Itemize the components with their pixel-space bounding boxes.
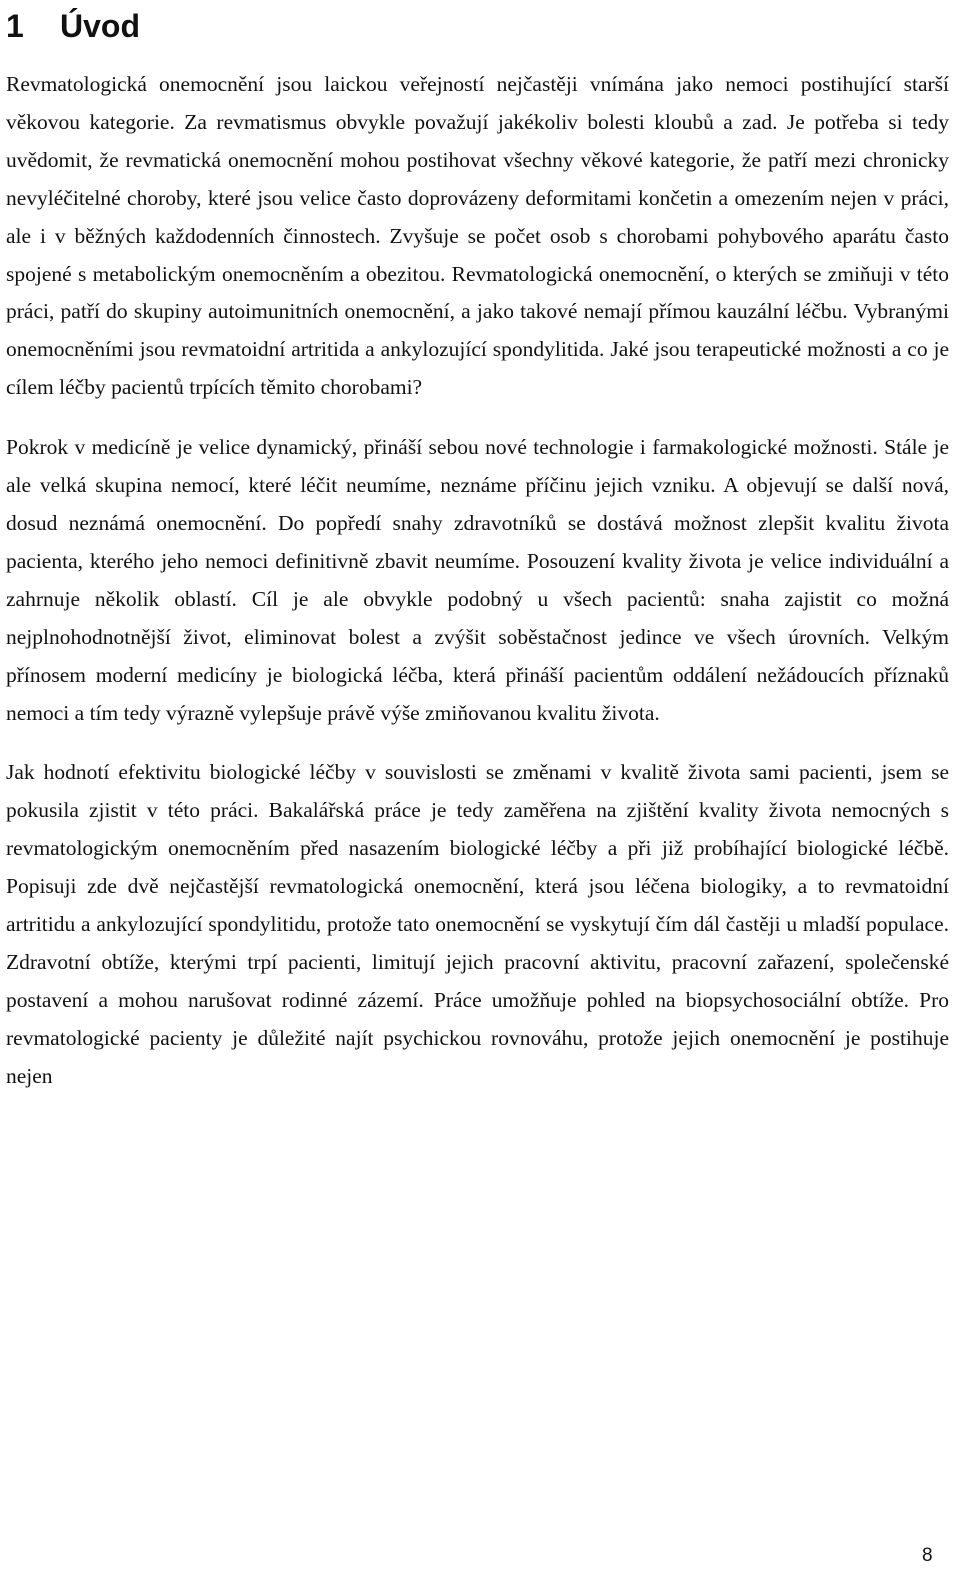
chapter-title: Úvod — [60, 8, 140, 44]
page-number: 8 — [922, 1545, 933, 1566]
paragraph-1: Revmatologická onemocnění jsou laickou veřejností nejčastěji vnímána jako nemoci postihující starší věkovou kategorie. Za revmatismus obvykle považují jakékoliv bolesti kloubů a zad. Je potřeba si tedy uvědomit, že revmatická onemocnění mohou postihovat všechny věkové kategorie, že patří mezi chronicky nevyléčitelné choroby, které jsou velice často doprovázeny deformitami končetin a omezením nejen v práci, ale i v běžných každodenních činnostech. Zvyšuje se počet osob s chorobami pohybového aparátu často spojené s metabolickým onemocněním a obezitou. Revmatologická onemocnění, o kterých se zmiňuji v této práci, patří do skupiny autoimunitních onemocnění, a jako takové nemají přímou kauzální léčbu. Vybranými onemocněními jsou revmatoidní artritida a ankylozující spondylitida. Jaké jsou terapeutické možnosti a co je cílem léčby pacientů trpících těmito chorobami? — [6, 72, 949, 400]
chapter-number: 1 — [6, 8, 24, 44]
document-page — [6, 0, 949, 1096]
paragraph-2: Pokrok v medicíně je velice dynamický, přináší sebou nové technologie i farmakologické možnosti. Stále je ale velká skupina nemocí, které léčit neumíme, neznáme příčinu jejich vzniku. A objevují se další nová, dosud neznámá onemocnění. Do popředí snahy zdravotníků se dostává možnost zlepšit kvalitu života pacienta, kterého jeho nemoci definitivně zbavit neumíme. Posouzení kvality života je velice individuální a zahrnuje několik oblastí. Cíl je ale obvykle podobný u všech pacientů: snaha zajistit co možná nejplnohodnotnější život, eliminovat bolest a zvýšit soběstačnost jedince ve všech úrovních. Velkým přínosem moderní medicíny je biologická léčba, která přináší pacientům oddálení nežádoucích příznaků nemoci a tím tedy výrazně vylepšuje právě výše zmiňovanou kvalitu života. — [6, 435, 949, 725]
chapter-heading — [6, 0, 949, 50]
paragraph-3: Jak hodnotí efektivitu biologické léčby v souvislosti se změnami v kvalitě života sami pacienti, jsem se pokusila zjistit v této práci. Bakalářská práce je tedy zaměřena na zjištění kvality života nemocných s revmatologickým onemocněním před nasazením biologické léčby a při již probíhající biologické léčbě. Popisuji zde dvě nejčastější revmatologická onemocnění, která jsou léčena biologiky, a to revmatoidní artritidu a ankylozující spondylitidu, protože tato onemocnění se vyskytují čím dál častěji u mladší populace. Zdravotní obtíže, kterými trpí pacienti, limitují jejich pracovní aktivitu, pracovní zařazení, společenské postavení a mohou narušovat rodinné zázemí. Práce umožňuje pohled na biopsychosociální obtíže. Pro revmatologické pacienty je důležité najít psychickou rovnováhu, protože jejich onemocnění je postihuje nejen — [6, 760, 949, 1088]
